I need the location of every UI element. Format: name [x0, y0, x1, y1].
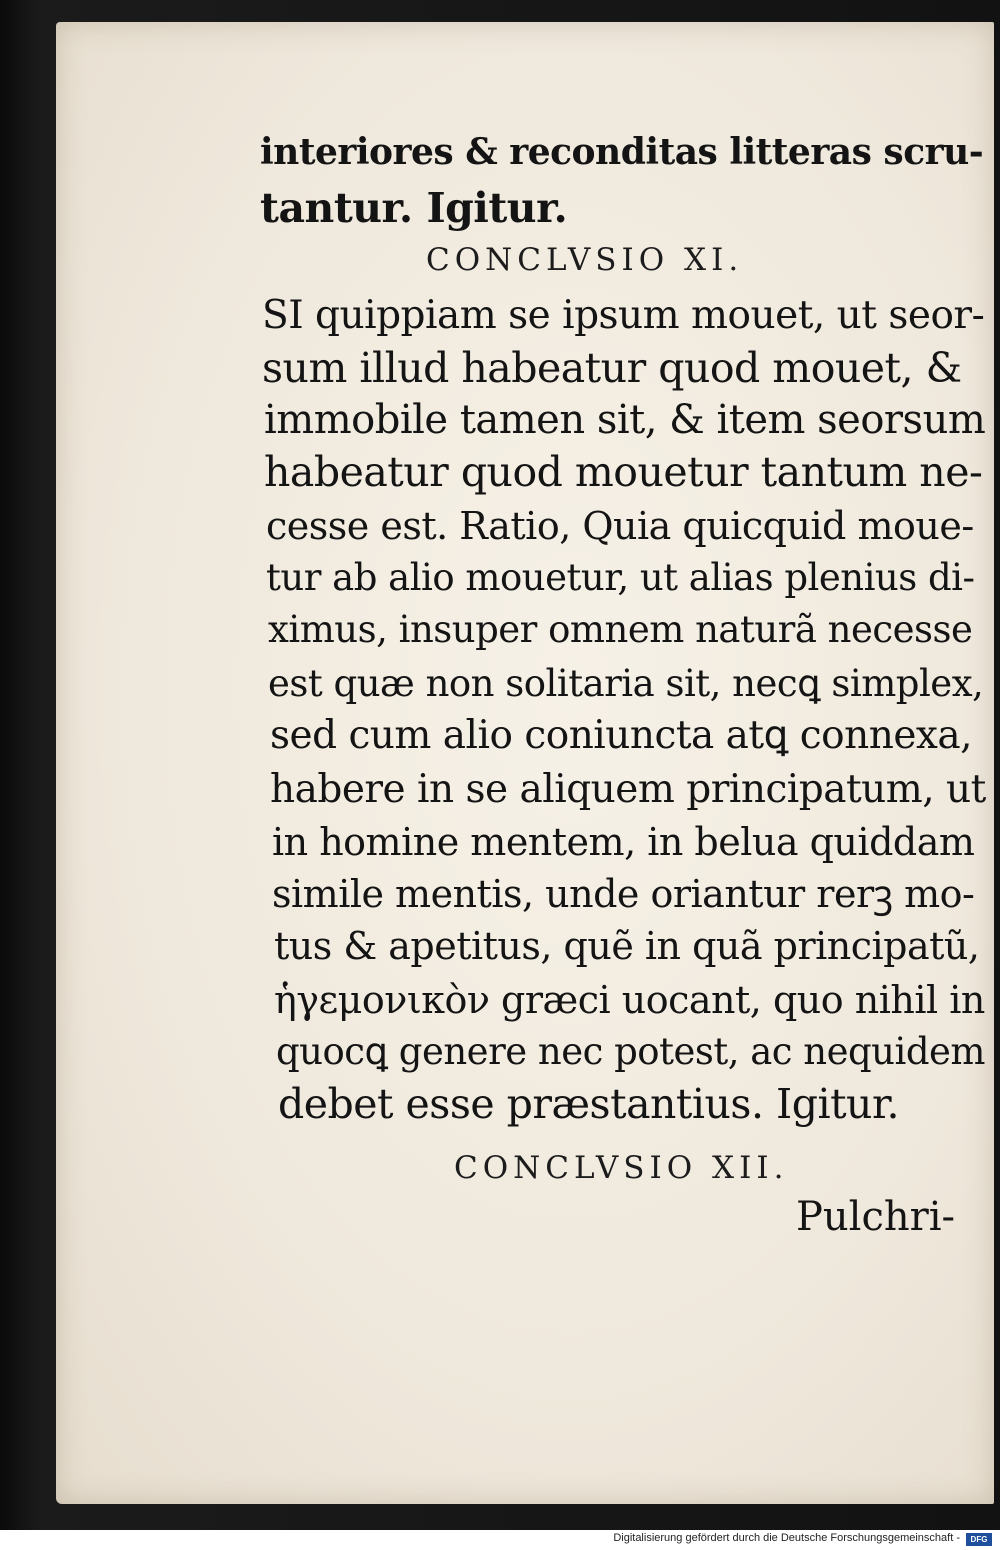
section-heading: CONCLVSIO XII.	[454, 1150, 789, 1186]
text-line: SI quippiam se ipsum mouet, ut seor-	[262, 293, 985, 338]
dfg-logo-icon: DFG	[966, 1533, 992, 1546]
text-line: cesse est. Ratio, Quia quicquid moue-	[266, 504, 974, 548]
text-line: ἡγεμονικὸν græci uocant, quo nihil in	[274, 978, 985, 1022]
text-line: debet esse præstantius. Igitur.	[278, 1080, 900, 1128]
footer-credit: Digitalisierung gefördert durch die Deutsche Forschungsgemeinschaft -	[613, 1532, 960, 1544]
book-page	[56, 22, 994, 1504]
section-heading: CONCLVSIO XI.	[426, 242, 744, 278]
text-line: tur ab alio mouetur, ut alias plenius di-	[266, 556, 975, 599]
text-line: habeatur quod mouetur tantum ne-	[264, 448, 983, 496]
text-line: simile mentis, unde oriantur rerꝫ mo-	[272, 872, 975, 916]
text-line: sum illud habeatur quod mouet, &	[262, 344, 962, 392]
text-line: immobile tamen sit, & item seorsum	[264, 397, 986, 443]
text-line: sed cum alio coniuncta atꝗ connexa,	[270, 713, 973, 758]
text-line: tus & apetitus, quẽ in quã principatũ,	[274, 924, 980, 968]
text-line: est quæ non solitaria sit, necꝗ simplex,	[268, 662, 984, 705]
text-line: in homine mentem, in belua quiddam	[272, 820, 975, 864]
catchword: Pulchri-	[796, 1194, 956, 1240]
text-line: interiores & reconditas litteras scru-	[260, 131, 984, 173]
text-line: ximus, insuper omnem naturã necesse	[268, 608, 973, 651]
text-line: habere in se aliquem principatum, ut	[270, 767, 986, 812]
text-line: quocꝗ genere nec potest, ac nequidem	[276, 1030, 986, 1073]
text-line: tantur. Igitur.	[260, 184, 568, 232]
footer-bar	[0, 1530, 1000, 1550]
page-text	[56, 22, 994, 1504]
